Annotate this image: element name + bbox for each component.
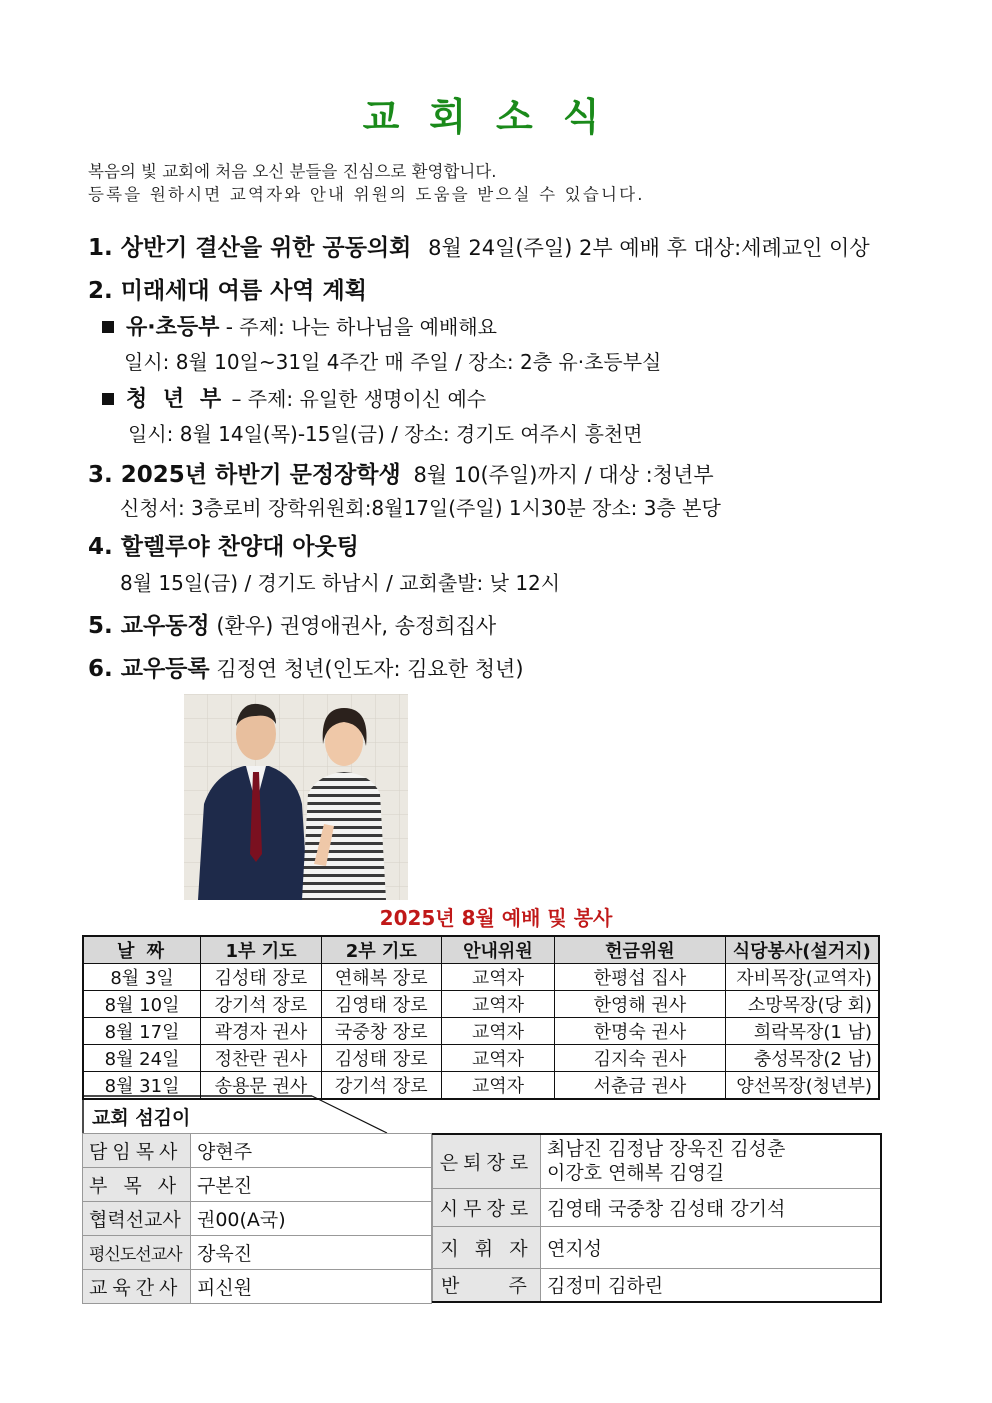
news-item-text: 8월 24일(주일) 2부 예배 후 대상:세례교인 이상: [428, 236, 870, 260]
column-header: 헌금위원: [555, 936, 725, 964]
subitem-date: 일시: 8월 10일~31일 4주간 매 주일 / 장소: 2층 유·초등부실: [124, 350, 662, 374]
news-item-heading: 2. 미래세대 여름 사역 계획: [88, 278, 367, 304]
table-cell: 8월 10일: [83, 991, 201, 1018]
table-cell: 8월 3일: [83, 964, 201, 991]
table-cell: 8월 31일: [83, 1072, 201, 1100]
table-cell: 교역자: [441, 1018, 555, 1045]
staff-label: 협력선교사: [83, 1202, 191, 1236]
news-item-1: [88, 229, 870, 262]
staff-value: 장욱진: [190, 1236, 431, 1270]
square-bullet-icon: [102, 393, 114, 405]
table-cell: 국중창 장로: [321, 1018, 441, 1045]
staff-row: [83, 1270, 432, 1304]
staff-label: 시무장로: [433, 1188, 541, 1226]
staff-title: 교회 섬김이: [92, 1107, 191, 1129]
staff-value: 김영태 국중창 김성태 강기석: [540, 1188, 881, 1226]
news-item-3-detail: 신청서: 3층로비 장학위원회:8월17일(주일) 1시30분 장소: 3층 본당: [120, 496, 721, 520]
news-item-heading: 5. 교우동정: [88, 613, 210, 639]
table-row: [83, 1018, 879, 1045]
table-cell: 자비목장(교역자): [725, 964, 879, 991]
staff-value: 양현주: [190, 1134, 431, 1168]
news-item-text: 8월 10(주일)까지 / 대상 :청년부: [413, 463, 714, 487]
news-item-text: 김정연 청년(인도자: 김요한 청년): [216, 657, 524, 681]
news-subitem-children: [102, 310, 497, 341]
table-cell: 희락목장(1 남): [725, 1018, 879, 1045]
news-item-heading: 4. 할렐루야 찬양대 아웃팅: [88, 534, 359, 560]
subitem-heading: 청 년 부: [126, 387, 226, 412]
news-item-2: [88, 272, 367, 305]
staff-table-right: [432, 1133, 882, 1303]
news-item-6: [88, 650, 524, 683]
table-cell: 김영태 장로: [321, 991, 441, 1018]
staff-label: 교육간사: [83, 1270, 191, 1304]
column-header: 안내위원: [441, 936, 555, 964]
schedule-table: [82, 935, 880, 1100]
table-cell: 정찬란 권사: [201, 1045, 322, 1072]
staff-value: 피신원: [190, 1270, 431, 1304]
subitem-date: 일시: 8월 14일(목)-15일(금) / 장소: 경기도 여주시 흥천면: [128, 422, 643, 446]
table-cell: 김성태 장로: [321, 1045, 441, 1072]
photo-illustration: [184, 694, 408, 900]
table-cell: 소망목장(당 회): [725, 991, 879, 1018]
staff-row: [83, 1134, 432, 1168]
staff-value: 김정미 김하린: [540, 1268, 881, 1302]
news-item-3: [88, 456, 714, 489]
table-cell: 교역자: [441, 1045, 555, 1072]
table-row: [83, 1045, 879, 1072]
news-item-heading: 3. 2025년 하반기 문정장학생: [88, 462, 401, 488]
table-cell: 강기석 장로: [321, 1072, 441, 1100]
news-item-heading: 1. 상반기 결산을 위한 공동의회: [88, 235, 412, 261]
staff-value-line: 최남진 김정남 장욱진 김성춘: [546, 1138, 786, 1161]
page-title: 교회소식: [362, 95, 630, 139]
table-cell: 충성목장(2 남): [725, 1045, 879, 1072]
column-header: 식당봉사(설거지): [725, 936, 879, 964]
staff-row: [83, 1236, 432, 1270]
table-cell: 곽경자 권사: [201, 1018, 322, 1045]
staff-label: 반 주: [433, 1268, 541, 1302]
table-cell: 송용문 권사: [201, 1072, 322, 1100]
new-member-photo: [184, 694, 408, 900]
staff-value: 구본진: [190, 1168, 431, 1202]
table-header-row: [83, 936, 879, 964]
staff-value-line: 이강호 연해복 김영길: [546, 1162, 725, 1185]
table-cell: 양선목장(청년부): [725, 1072, 879, 1100]
staff-row: [433, 1134, 882, 1188]
subitem-text: - 주제: 나는 하나님을 예배해요: [225, 315, 497, 339]
table-row: [83, 991, 879, 1018]
column-header: 2부 기도: [321, 936, 441, 964]
subitem-heading: 유·초등부: [126, 315, 220, 340]
staff-row: [433, 1268, 882, 1302]
welcome-line: 등록을 원하시면 교역자와 안내 위원의 도움을 받으실 수 있습니다.: [88, 185, 645, 204]
staff-row: [433, 1188, 882, 1226]
table-cell: 8월 17일: [83, 1018, 201, 1045]
table-cell: 연해복 장로: [321, 964, 441, 991]
welcome-message: [88, 160, 645, 206]
square-bullet-icon: [102, 321, 114, 333]
table-cell: 김성태 장로: [201, 964, 322, 991]
staff-label: 평신도선교사: [83, 1236, 191, 1270]
welcome-line: 복음의 빛 교회에 처음 오신 분들을 진심으로 환영합니다.: [88, 162, 497, 181]
staff-value: 연지성: [540, 1226, 881, 1268]
news-item-heading: 6. 교우등록: [88, 656, 210, 682]
staff-value: 권00(A국): [190, 1202, 431, 1236]
column-header: 날 짜: [83, 936, 201, 964]
staff-table-left: [82, 1133, 432, 1304]
news-item-4-detail: 8월 15일(금) / 경기도 하남시 / 교회출발: 낮 12시: [120, 571, 561, 595]
table-cell: 강기석 장로: [201, 991, 322, 1018]
schedule-title: 2025년 8월 예배 및 봉사: [379, 906, 613, 930]
table-cell: 8월 24일: [83, 1045, 201, 1072]
staff-row: [433, 1226, 882, 1268]
table-cell: 김지숙 권사: [555, 1045, 725, 1072]
staff-row: [83, 1168, 432, 1202]
news-item-5: [88, 607, 496, 640]
column-header: 1부 기도: [201, 936, 322, 964]
news-item-text: (환우) 권영애권사, 송정희집사: [216, 614, 497, 638]
news-item-4: [88, 528, 359, 561]
staff-label: 담임목사: [83, 1134, 191, 1168]
table-cell: 한영해 권사: [555, 991, 725, 1018]
staff-value: [540, 1134, 881, 1188]
table-cell: 한명숙 권사: [555, 1018, 725, 1045]
staff-label: 은퇴장로: [433, 1134, 541, 1188]
staff-label: 지 휘 자: [433, 1226, 541, 1268]
news-subitem-youth: [102, 382, 486, 413]
table-cell: 교역자: [441, 964, 555, 991]
staff-section: [82, 1095, 882, 1305]
table-cell: 교역자: [441, 1072, 555, 1100]
subitem-text: – 주제: 유일한 생명이신 예수: [231, 387, 487, 411]
table-cell: 한평섭 집사: [555, 964, 725, 991]
staff-row: [83, 1202, 432, 1236]
table-cell: 교역자: [441, 991, 555, 1018]
table-row: [83, 964, 879, 991]
staff-label: 부 목 사: [83, 1168, 191, 1202]
table-cell: 서춘금 권사: [555, 1072, 725, 1100]
